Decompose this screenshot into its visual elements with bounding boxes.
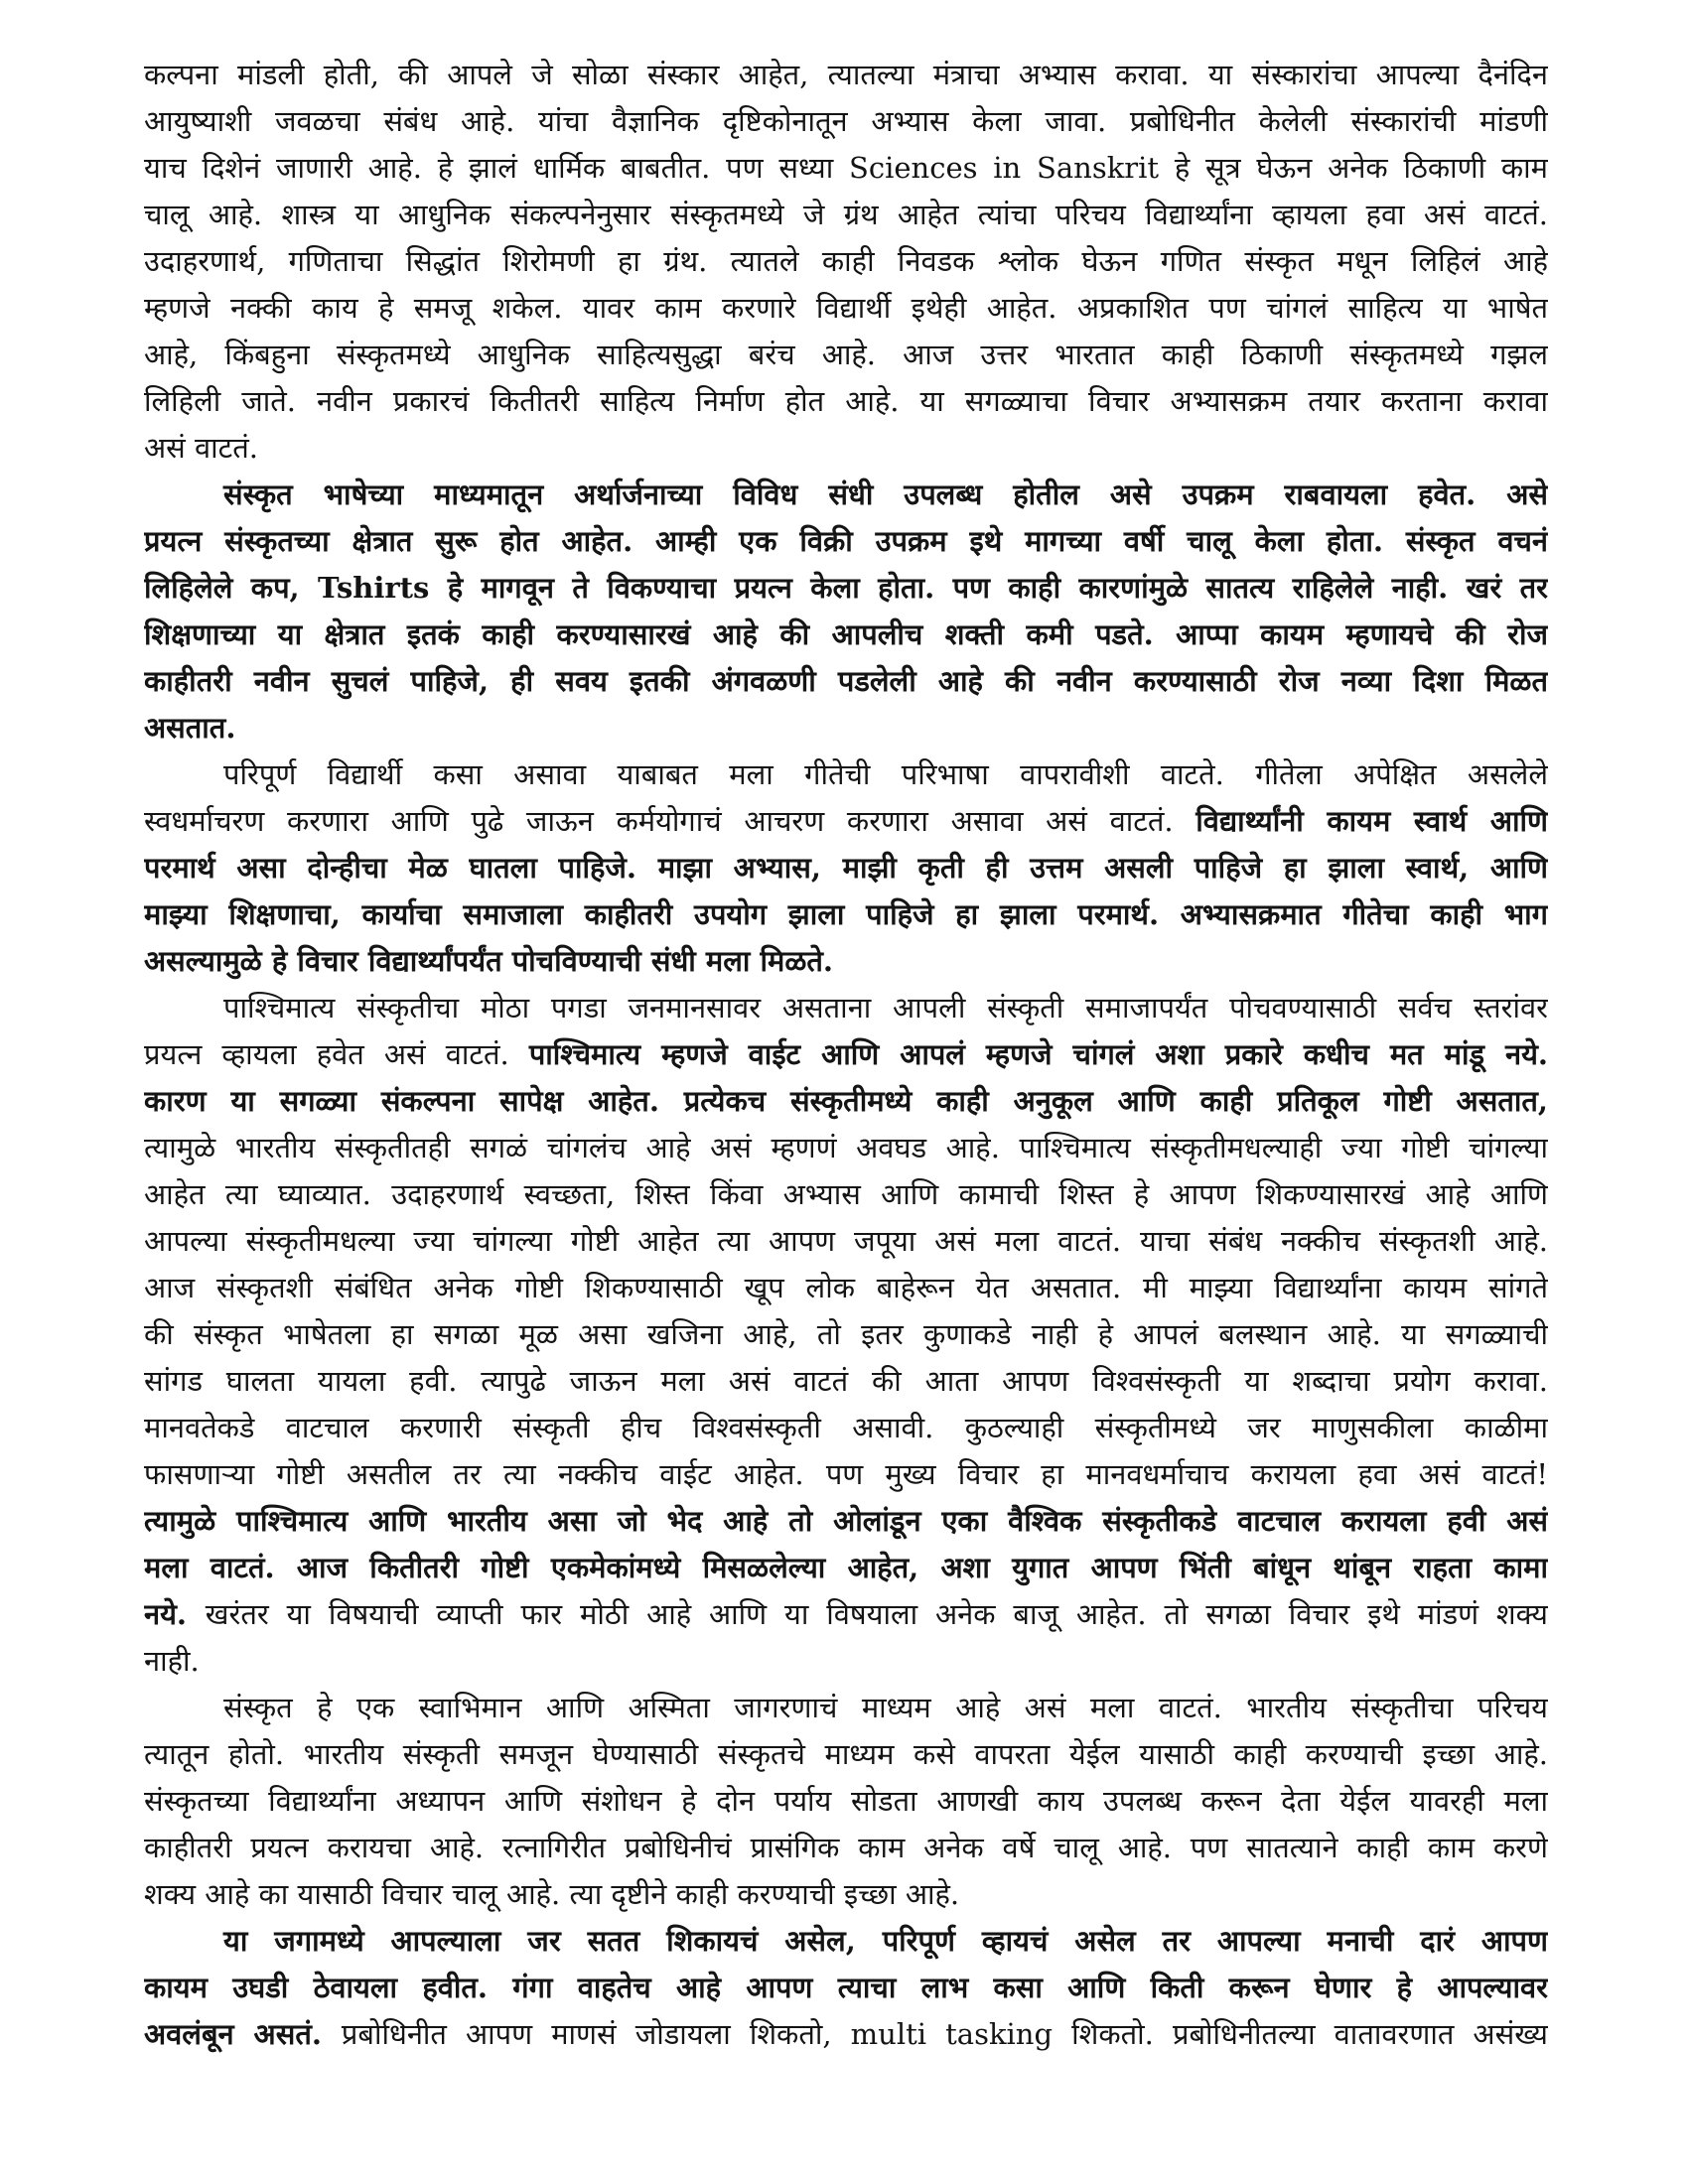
text-line [144, 2011, 1548, 2058]
text-line [144, 891, 1548, 938]
text-segment: अवलंबून असतं. [144, 2017, 342, 2051]
text-segment: सांगड घालता यायला हवी. त्यापुढे जाऊन मला असं वाटतं की आता आपण विश्वसंस्कृती या शब्दाचा प्रयोग करावा. [144, 1364, 1548, 1398]
text-segment: कारण या सगळ्या संकल्पना सापेक्ष आहेत. प्रत्येकच संस्कृतीमध्ये काही अनुकूल आणि काही प्रतिकूल गोष्टी असतात, [144, 1084, 1548, 1118]
text-line [144, 705, 1548, 751]
text-segment: नये. [144, 1597, 206, 1631]
text-segment: असतात. [144, 711, 236, 745]
text-segment: काहीतरी नवीन सुचलं पाहिजे, ही सवय इतकी अंगवळणी पडलेली आहे की नवीन करण्यासाठी रोज नव्या दिशा मिळत [144, 664, 1548, 698]
text-segment: आहेत त्या घ्याव्यात. उदाहरणार्थ स्वच्छता, शिस्त किंवा अभ्यास आणि कामाची शिस्त हे आपण शिकण्यासारखं आहे आणि [144, 1177, 1548, 1211]
text-line [144, 238, 1548, 285]
text-line [144, 1965, 1548, 2011]
text-segment: नाही. [144, 1644, 200, 1678]
text-segment: काहीतरी प्रयत्न करायचा आहे. रत्नागिरीत प्रबोधिनीचं प्रासंगिक काम अनेक वर्षे चालू आहे. पण सातत्याने काही काम करणे [144, 1831, 1548, 1864]
text-segment: शिक्षणाच्या या क्षेत्रात इतकं काही करण्यासारखं आहे की आपलीच शक्ती कमी पडते. आप्पा कायम म्हणायचे की रोज [144, 617, 1548, 651]
text-line [144, 332, 1548, 378]
text-segment: त्यामुळे भारतीय संस्कृतीतही सगळं चांगलंच आहे असं म्हणणं अवघड आहे. पाश्चिमात्य संस्कृतीमधल्याही ज्या गोष्टी चांगल्या [144, 1131, 1548, 1164]
text-line [144, 985, 1548, 1031]
text-line [144, 1498, 1548, 1545]
text-segment: परिपूर्ण विद्यार्थी कसा असावा याबाबत मला गीतेची परिभाषा वापरावीशी वाटते. गीतेला अपेक्षित असलेले [223, 757, 1548, 791]
text-line [144, 145, 1548, 192]
text-segment: खरंतर या विषयाची व्याप्ती फार मोठी आहे आणि या विषयाला अनेक बाजू आहेत. तो सगळा विचार इथे मांडणं शक्य [205, 1597, 1548, 1631]
text-segment: की संस्कृत भाषेतला हा सगळा मूळ असा खजिना आहे, तो इतर कुणाकडे नाही हे आपलं बलस्थान आहे. या सगळ्याची [144, 1317, 1548, 1351]
text-segment: मानवतेकडे वाटचाल करणारी संस्कृती हीच विश्वसंस्कृती असावी. कुठल्याही संस्कृतीमध्ये जर माणुसकीला काळीमा [144, 1411, 1548, 1444]
text-line [144, 1871, 1548, 1918]
text-segment: आपल्या संस्कृतीमधल्या ज्या चांगल्या गोष्टी आहेत त्या आपण जपूया असं मला वाटतं. याचा संबंध नक्कीच संस्कृतशी आहे. [144, 1224, 1548, 1258]
text-segment: प्रयत्न संस्कृतच्या क्षेत्रात सुरू होत आहेत. आम्ही एक विक्री उपक्रम इथे मागच्या वर्षी चालू केला होता. संस्कृत वचनं [144, 524, 1548, 558]
text-block [144, 52, 1548, 2058]
text-line [144, 1638, 1548, 1685]
text-line [144, 1685, 1548, 1731]
text-line [144, 1031, 1548, 1078]
paragraph [144, 52, 1548, 472]
paragraph [144, 472, 1548, 751]
text-line [144, 518, 1548, 565]
text-line [144, 472, 1548, 518]
text-line [144, 1451, 1548, 1498]
text-segment: प्रबोधिनीत आपण माणसं जोडायला शिकतो, multi tasking शिकतो. प्रबोधिनीतल्या वातावरणात असंख्य [341, 2017, 1548, 2051]
text-line [144, 798, 1548, 845]
text-line [144, 1545, 1548, 1591]
text-segment: त्यातून होतो. भारतीय संस्कृती समजून घेण्यासाठी संस्कृतचे माध्यम कसे वापरता येईल यासाठी काही करण्याची इच्छा आहे. [144, 1737, 1548, 1771]
text-segment: शक्य आहे का यासाठी विचार चालू आहे. त्या दृष्टीने काही करण्याची इच्छा आहे. [144, 1877, 960, 1911]
text-segment: विद्यार्थ्यांनी कायम स्वार्थ आणि [1196, 804, 1548, 838]
paragraph [144, 751, 1548, 985]
text-segment: संस्कृतच्या विद्यार्थ्यांना अध्यापन आणि संशोधन हे दोन पर्याय सोडता आणखी काय उपलब्ध करून देता येईल यावरही मला [144, 1784, 1548, 1818]
text-segment: लिहिलेले कप, Tshirts हे मागवून ते विकण्याचा प्रयत्न केला होता. पण काही कारणांमुळे सातत्य राहिलेले नाही. खरं तर [144, 571, 1548, 605]
text-line [144, 378, 1548, 425]
paragraph [144, 1685, 1548, 1918]
text-segment: असल्यामुळे हे विचार विद्यार्थ्यांपर्यंत पोचविण्याची संधी मला मिळते. [144, 944, 834, 978]
text-segment: संस्कृत भाषेच्या माध्यमातून अर्थार्जनाच्या विविध संधी उपलब्ध होतील असे उपक्रम राबवायला हवेत. असे [223, 478, 1548, 511]
text-segment: परमार्थ असा दोन्हीचा मेळ घातला पाहिजे. माझा अभ्यास, माझी कृती ही उत्तम असली पाहिजे हा झाला स्वार्थ, आणि [144, 851, 1548, 885]
text-segment: चालू आहे. शास्त्र या आधुनिक संकल्पनेनुसार संस्कृतमध्ये जे ग्रंथ आहेत त्यांचा परिचय विद्यार्थ्यांना व्हायला हवा असं वाटतं. [144, 198, 1548, 231]
text-line [144, 1591, 1548, 1638]
text-line [144, 1311, 1548, 1358]
text-line [144, 98, 1548, 145]
text-line [144, 1265, 1548, 1311]
text-line [144, 425, 1548, 472]
text-segment: कायम उघडी ठेवायला हवीत. गंगा वाहतेच आहे आपण त्याचा लाभ कसा आणि किती करून घेणार हे आपल्यावर [144, 1971, 1548, 2004]
paragraph [144, 985, 1548, 1685]
text-segment: स्वधर्माचरण करणारा आणि पुढे जाऊन कर्मयोगाचं आचरण करणारा असावा असं वाटतं. [144, 804, 1196, 838]
paragraph [144, 1918, 1548, 2058]
text-line [144, 1825, 1548, 1871]
text-segment: पाश्चिमात्य संस्कृतीचा मोठा पगडा जनमानसावर असताना आपली संस्कृती समाजापर्यंत पोचवण्यासाठी सर्वच स्तरांवर [223, 991, 1548, 1024]
text-line [144, 192, 1548, 238]
text-line [144, 1918, 1548, 1965]
text-line [144, 938, 1548, 985]
text-segment: पाश्चिमात्य म्हणजे वाईट आणि आपलं म्हणजे चांगलं अशा प्रकारे कधीच मत मांडू नये. [528, 1037, 1548, 1071]
text-line [144, 565, 1548, 612]
text-line [144, 1171, 1548, 1218]
text-segment: आज संस्कृतशी संबंधित अनेक गोष्टी शिकण्यासाठी खूप लोक बाहेरून येत असतात. मी माझ्या विद्यार्थ्यांना कायम सांगते [144, 1271, 1548, 1304]
text-segment: आयुष्याशी जवळचा संबंध आहे. यांचा वैज्ञानिक दृष्टिकोनातून अभ्यास केला जावा. प्रबोधिनीत केलेली संस्कारांची मांडणी [144, 104, 1548, 138]
text-segment: त्यामुळे पाश्चिमात्य आणि भारतीय असा जो भेद आहे तो ओलांडून एका वैश्विक संस्कृतीकडे वाटचाल करायला हवी असं [144, 1504, 1548, 1538]
text-line [144, 1731, 1548, 1778]
text-line [144, 1405, 1548, 1451]
text-segment: असं वाटतं. [144, 431, 258, 465]
text-segment: मला वाटतं. आज कितीतरी गोष्टी एकमेकांमध्ये मिसळलेल्या आहेत, अशा युगात आपण भिंती बांधून थांबून राहता कामा [144, 1551, 1548, 1584]
text-segment: संस्कृत हे एक स्वाभिमान आणि अस्मिता जागरणाचं माध्यम आहे असं मला वाटतं. भारतीय संस्कृतीचा परिचय [223, 1691, 1548, 1724]
text-segment: लिहिली जाते. नवीन प्रकारचं कितीतरी साहित्य निर्माण होत आहे. या सगळ्याचा विचार अभ्यासक्रम तयार करताना करावा [144, 384, 1548, 418]
text-line [144, 1125, 1548, 1171]
text-segment: कल्पना मांडली होती, की आपले जे सोळा संस्कार आहेत, त्यातल्या मंत्राचा अभ्यास करावा. या संस्कारांचा आपल्या दैनंदिन [144, 58, 1548, 91]
text-line [144, 1358, 1548, 1405]
text-line [144, 285, 1548, 332]
text-line [144, 751, 1548, 798]
text-line [144, 1778, 1548, 1825]
text-segment: आहे, किंबहुना संस्कृतमध्ये आधुनिक साहित्यसुद्धा बरंच आहे. आज उत्तर भारतात काही ठिकाणी संस्कृतमध्ये गझल [144, 338, 1548, 371]
text-segment: या जगामध्ये आपल्याला जर सतत शिकायचं असेल, परिपूर्ण व्हायचं असेल तर आपल्या मनाची दारं आपण [223, 1924, 1548, 1958]
text-segment: प्रयत्न व्हायला हवेत असं वाटतं. [144, 1037, 529, 1071]
text-line [144, 1218, 1548, 1265]
text-segment: माझ्या शिक्षणाचा, कार्याचा समाजाला काहीतरी उपयोग झाला पाहिजे हा झाला परमार्थ. अभ्यासक्रमात गीतेचा काही भाग [144, 897, 1548, 931]
text-segment: याच दिशेनं जाणारी आहे. हे झालं धार्मिक बाबतीत. पण सध्या Sciences in Sanskrit हे सूत्र घेऊन अनेक ठिकाणी काम [144, 151, 1548, 185]
text-segment: उदाहरणार्थ, गणिताचा सिद्धांत शिरोमणी हा ग्रंथ. त्यातले काही निवडक श्लोक घेऊन गणित संस्कृत मधून लिहिलं आहे [144, 244, 1548, 278]
text-line [144, 658, 1548, 705]
text-line [144, 1078, 1548, 1125]
text-segment: म्हणजे नक्की काय हे समजू शकेल. यावर काम करणारे विद्यार्थी इथेही आहेत. अप्रकाशित पण चांगलं साहित्य या भाषेत [144, 291, 1548, 325]
text-line [144, 612, 1548, 658]
text-line [144, 52, 1548, 98]
text-segment: फासणाऱ्या गोष्टी असतील तर त्या नक्कीच वाईट आहेत. पण मुख्य विचार हा मानवधर्माचाच करायला हवा असं वाटतं! [144, 1457, 1548, 1491]
text-line [144, 845, 1548, 891]
